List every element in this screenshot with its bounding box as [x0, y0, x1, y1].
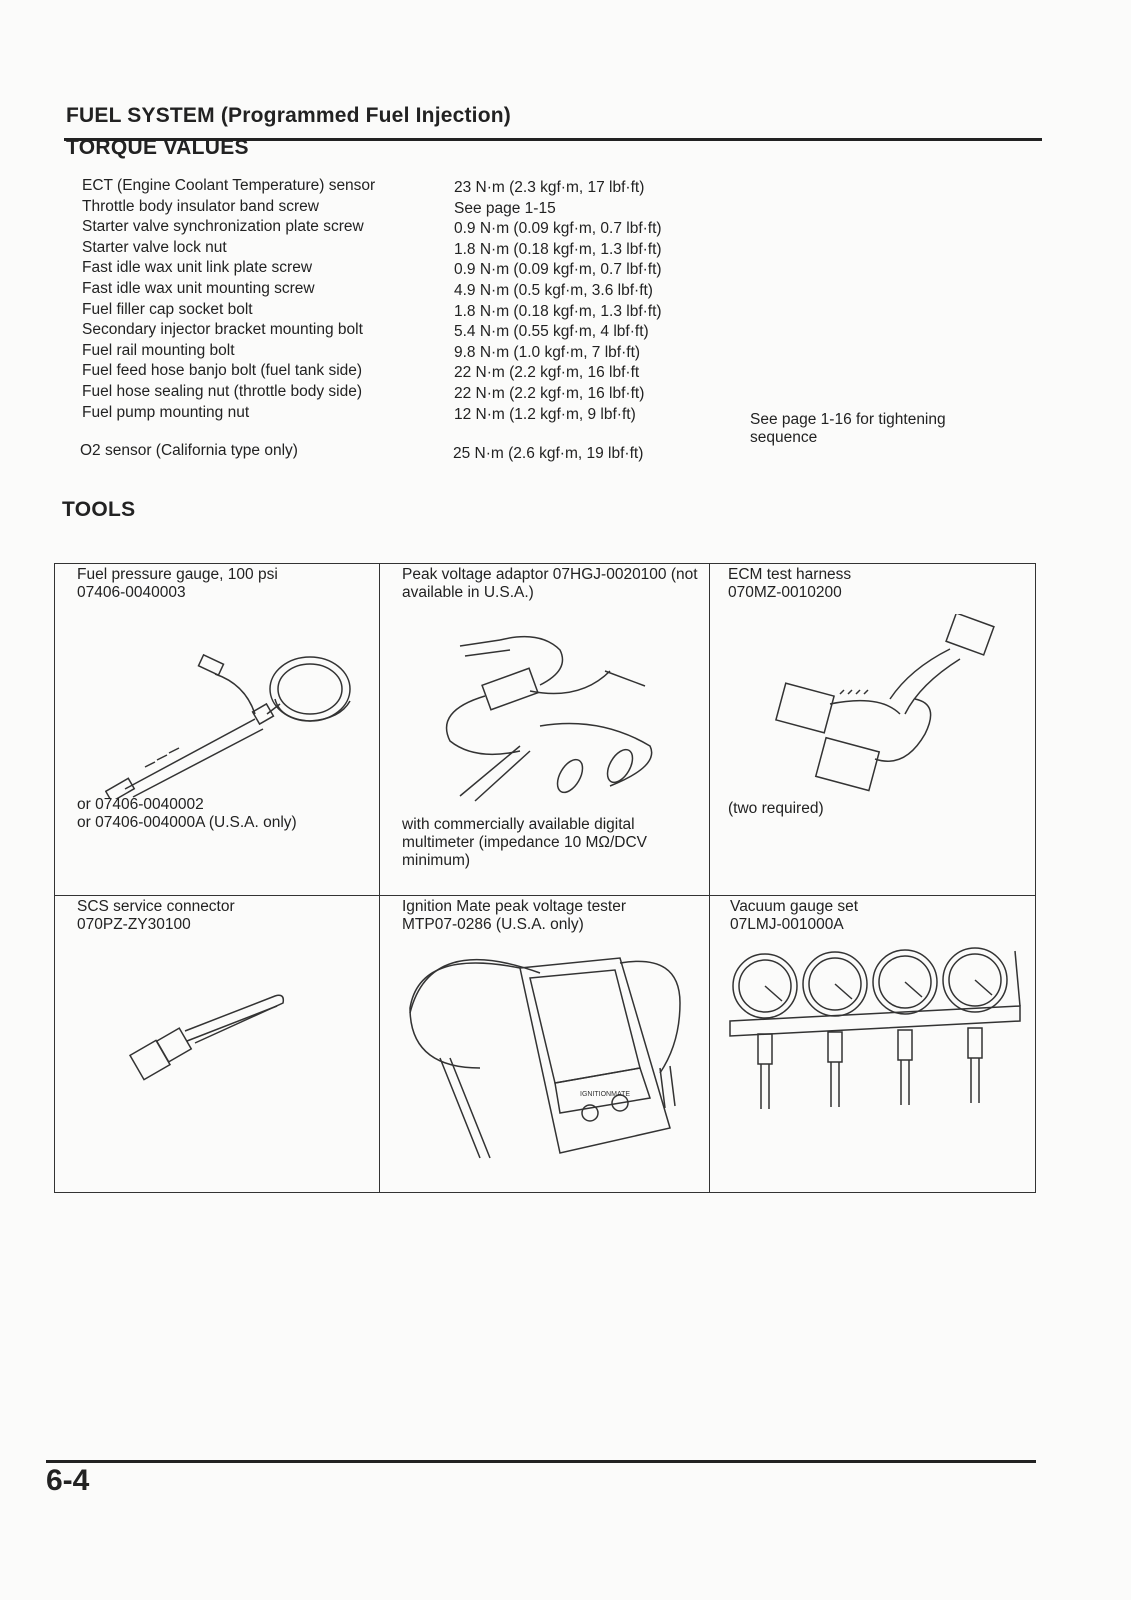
torque-item-value: 9.8 N·m (1.0 kgf·m, 7 lbf·ft)	[454, 343, 641, 361]
tools-table	[54, 563, 1036, 1193]
tool-cell-ecm-test-harness	[710, 564, 1035, 896]
torque-item-values	[454, 178, 754, 425]
tester-brand-label: IGNITIONMATE	[580, 1091, 631, 1098]
ecm-test-harness-illustration	[760, 614, 1000, 794]
tool-note: (two required)	[728, 800, 824, 817]
tool-cell-scs-service-connector	[55, 896, 380, 1192]
o2-sensor-name: O2 sensor (California type only)	[80, 442, 298, 459]
tool-cell-ignition-mate	[380, 896, 710, 1192]
tool-note: with commercially available digital multimeter (impedance 10 MΩ/DCV minimum)	[402, 816, 648, 869]
torque-values-title: TORQUE VALUES	[66, 136, 249, 159]
torque-item-name: Throttle body insulator band screw	[82, 197, 319, 215]
torque-item-value: 0.9 N·m (0.09 kgf·m, 0.7 lbf·ft)	[454, 220, 662, 238]
tool-label: ECM test harness 070MZ-0010200	[728, 566, 852, 601]
torque-item-name: Fuel rail mounting bolt	[82, 341, 235, 359]
tool-label: SCS service connector 070PZ-ZY30100	[77, 898, 235, 933]
tool-alternatives: or 07406-0040002 or 07406-004000A (U.S.A. only)	[77, 796, 297, 831]
torque-item-name: Starter valve lock nut	[82, 238, 227, 256]
torque-item-name: Fuel feed hose banjo bolt (fuel tank side)	[82, 362, 363, 380]
torque-item-value: 0.9 N·m (0.09 kgf·m, 0.7 lbf·ft)	[454, 261, 662, 279]
torque-item-name: Fuel filler cap socket bolt	[82, 300, 253, 318]
torque-item-value: 23 N·m (2.3 kgf·m, 17 lbf·ft)	[454, 179, 645, 196]
torque-item-value: 22 N·m (2.2 kgf·m, 16 lbf·ft)	[454, 384, 645, 402]
torque-item-value: 1.8 N·m (0.18 kgf·m, 1.3 lbf·ft)	[454, 302, 662, 320]
tool-cell-fuel-pressure-gauge	[55, 564, 380, 896]
torque-item-name: Secondary injector bracket mounting bolt	[82, 321, 363, 339]
torque-item-value: 5.4 N·m (0.55 kgf·m, 4 lbf·ft)	[454, 323, 649, 341]
tool-label: Fuel pressure gauge, 100 psi 07406-0040003	[77, 566, 278, 601]
torque-item-name: Fuel pump mounting nut	[82, 403, 250, 421]
torque-item-name: Fuel hose sealing nut (throttle body side)	[82, 382, 363, 400]
torque-item-value: 22 N·m (2.2 kgf·m, 16 lbf·ft	[454, 364, 640, 382]
tool-label: Vacuum gauge set 07LMJ-001000A	[730, 898, 859, 933]
footer-rule	[46, 1460, 1036, 1463]
torque-item-name: Fast idle wax unit link plate screw	[82, 259, 313, 277]
chapter-title: FUEL SYSTEM (Programmed Fuel Injection)	[66, 104, 511, 127]
tool-label: Ignition Mate peak voltage tester MTP07-0286 (U.S.A. only)	[402, 898, 627, 933]
torque-item-name: Starter valve synchronization plate screw	[82, 218, 364, 236]
vacuum-gauge-set-illustration	[720, 946, 1040, 1146]
peak-voltage-adaptor-illustration	[420, 626, 680, 806]
fuel-pressure-gauge-illustration	[105, 619, 365, 799]
torque-item-value: See page 1-15	[454, 199, 556, 217]
torque-item-name: ECT (Engine Coolant Temperature) sensor	[82, 177, 376, 194]
torque-item-value: 1.8 N·m (0.18 kgf·m, 1.3 lbf·ft)	[454, 240, 662, 258]
o2-sensor-value: 25 N·m (2.6 kgf·m, 19 lbf·ft)	[453, 445, 644, 462]
ignition-mate-illustration	[390, 948, 700, 1188]
tool-label: Peak voltage adaptor 07HGJ-0020100 (not available in U.S.A.)	[402, 566, 698, 601]
tool-cell-peak-voltage-adaptor	[380, 564, 710, 896]
scs-connector-illustration	[125, 991, 295, 1101]
torque-item-name: Fast idle wax unit mounting screw	[82, 279, 315, 297]
tools-title: TOOLS	[62, 498, 136, 521]
torque-item-value: 12 N·m (1.2 kgf·m, 9 lbf·ft)	[454, 405, 636, 423]
torque-item-value: 4.9 N·m (0.5 kgf·m, 3.6 lbf·ft)	[454, 281, 653, 299]
tool-cell-vacuum-gauge-set	[710, 896, 1035, 1192]
torque-item-names	[82, 176, 442, 423]
fuel-pump-note: See page 1-16 for tightening sequence	[750, 411, 946, 446]
page-number: 6-4	[46, 1464, 90, 1497]
